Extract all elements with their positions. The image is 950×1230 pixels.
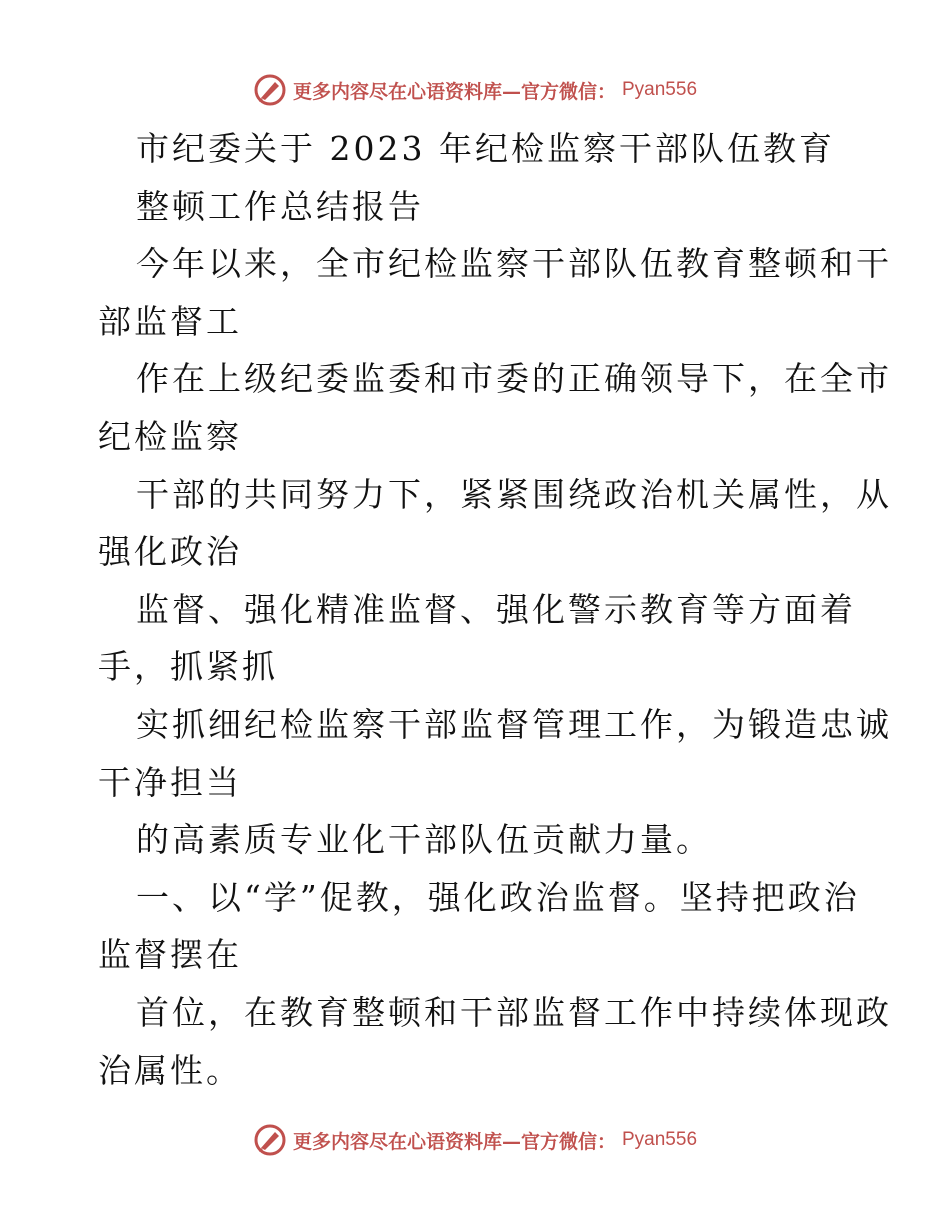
text-line: 今年以来，全市纪检监察干部队伍教育整顿和干 [136, 244, 892, 284]
text-line: 干部的共同努力下，紧紧围绕政治机关属性，从 [136, 474, 892, 514]
watermark-text: 更多内容尽在心语资料库—官方微信： [292, 1130, 616, 1153]
text-line: 强化政治 [98, 532, 242, 572]
text-line: 纪检监察 [98, 416, 242, 456]
text-line: 一、以“学”促教，强化政治监督。坚持把政治 [136, 877, 860, 917]
footer-watermark [0, 1120, 950, 1160]
pen-logo-icon [253, 73, 287, 107]
text-line: 干净担当 [98, 762, 242, 802]
text-line: 部监督工 [98, 301, 242, 341]
text-line: 实抓细纪检监察干部监督管理工作，为锻造忠诚 [136, 704, 892, 744]
text-line: 市纪委关于 2023 年纪检监察干部队伍教育 [136, 129, 835, 168]
document-body [98, 120, 892, 1099]
text-line: 治属性。 [98, 1050, 242, 1090]
header-watermark [0, 70, 950, 110]
text-line: 监督摆在 [98, 935, 242, 975]
text-line: 作在上级纪委监委和市委的正确领导下，在全市 [136, 359, 892, 399]
text-line: 的高素质专业化干部队伍贡献力量。 [136, 820, 712, 860]
watermark-text: 更多内容尽在心语资料库—官方微信： [292, 80, 616, 103]
pen-logo-icon [253, 1123, 287, 1157]
watermark-wechat-id: Pyan556 [622, 79, 698, 100]
text-line: 整顿工作总结报告 [136, 186, 424, 226]
text-line: 监督、强化精准监督、强化警示教育等方面着 [136, 589, 856, 629]
text-line: 首位，在教育整顿和干部监督工作中持续体现政 [136, 992, 892, 1032]
watermark-wechat-id: Pyan556 [622, 1129, 698, 1150]
text-line: 手，抓紧抓 [98, 647, 278, 687]
